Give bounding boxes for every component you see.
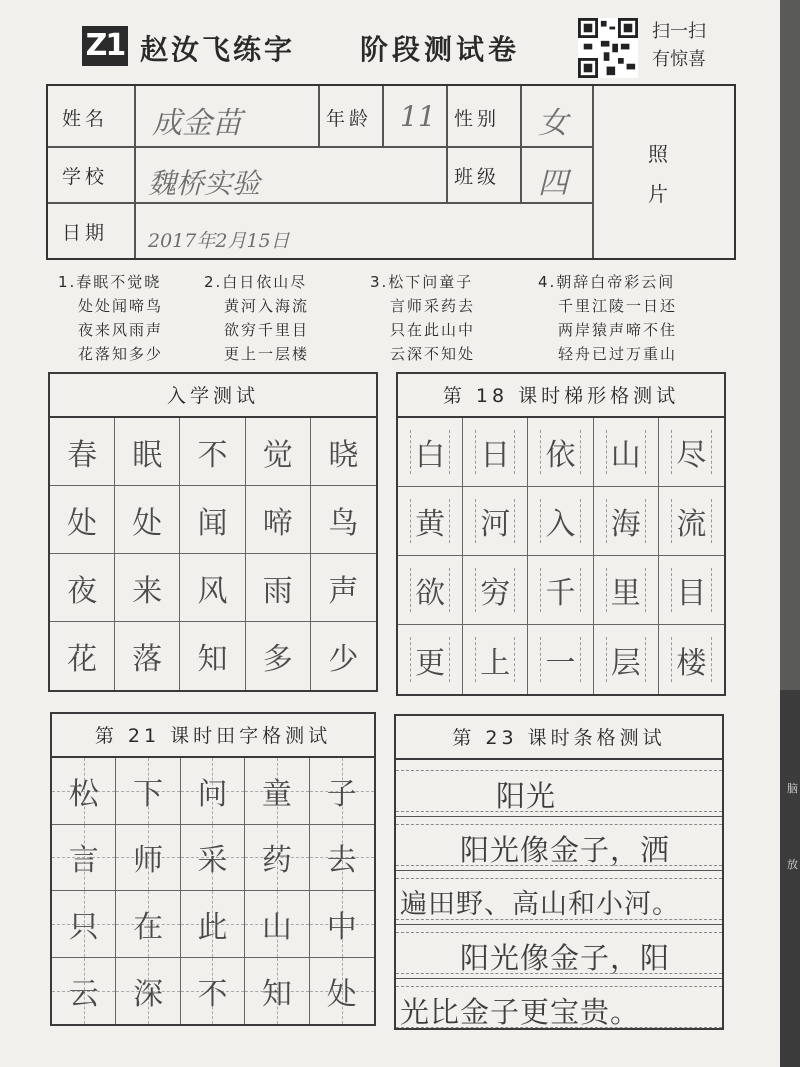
char-glyph: 来 (132, 573, 163, 609)
age-value: 11 (400, 100, 436, 133)
char-glyph: 里 (610, 576, 641, 611)
char-cell (463, 418, 528, 487)
char-glyph: 觉 (262, 437, 293, 473)
char-cell (398, 418, 463, 487)
char-glyph: 一 (545, 645, 576, 681)
char-glyph: 下 (133, 776, 164, 812)
char-glyph: 河 (480, 507, 511, 542)
char-cell (398, 625, 463, 694)
poem-1: 1.春眠不觉晓 处处闻啼鸟 夜来风雨声 花落知多少 (58, 273, 164, 363)
char-glyph: 不 (197, 976, 228, 1012)
char-glyph: 此 (197, 909, 228, 945)
char-glyph: 多 (262, 642, 293, 677)
char-cell (310, 758, 374, 825)
char-glyph: 松 (68, 776, 99, 812)
char-glyph: 声 (328, 573, 359, 609)
char-cell (52, 891, 116, 958)
name-value: 成金苗 (152, 106, 242, 141)
char-glyph: 深 (133, 976, 164, 1012)
char-glyph: 只 (68, 909, 99, 945)
char-glyph: 云 (68, 976, 99, 1012)
lesson23-title: 第 23 课时条格测试 (396, 716, 722, 760)
char-cell (245, 958, 309, 1025)
char-glyph: 夜 (67, 573, 98, 609)
entry-test-title: 入学测试 (50, 374, 376, 418)
char-glyph: 眠 (132, 437, 163, 473)
char-glyph: 依 (545, 438, 576, 473)
char-glyph: 白 (415, 438, 446, 473)
char-cell (310, 958, 374, 1025)
char-cell (115, 554, 180, 622)
scan-line-1: 扫一扫 (652, 21, 706, 42)
char-cell (594, 418, 659, 487)
char-cell (52, 825, 116, 892)
char-cell (594, 556, 659, 625)
char-glyph: 花 (67, 642, 98, 677)
char-glyph: 处 (67, 505, 98, 541)
char-glyph: 目 (676, 576, 707, 611)
char-cell (310, 825, 374, 892)
char-cell (181, 958, 245, 1025)
char-glyph: 处 (326, 976, 357, 1012)
char-cell (181, 758, 245, 825)
char-cell (181, 825, 245, 892)
edge-text: 脑 (787, 782, 798, 795)
char-cell (180, 486, 245, 554)
char-glyph: 雨 (262, 573, 293, 609)
age-label: 年龄 (326, 108, 373, 130)
char-cell (246, 554, 311, 622)
char-cell (463, 625, 528, 694)
char-glyph: 入 (545, 507, 576, 542)
char-cell (180, 554, 245, 622)
char-cell (246, 622, 311, 690)
char-glyph: 落 (132, 642, 163, 677)
char-glyph: 采 (197, 843, 228, 879)
char-glyph: 千 (545, 576, 576, 611)
char-glyph: 言 (68, 843, 99, 879)
poem-3: 3.松下问童子 言师采药去 只在此山中 云深不知处 (370, 273, 476, 363)
char-glyph: 楼 (676, 645, 707, 681)
char-cell (180, 622, 245, 690)
char-glyph: 童 (261, 776, 292, 812)
lesson18-title: 第 18 课时梯形格测试 (398, 374, 724, 418)
char-glyph: 晓 (328, 437, 359, 473)
qr-code-icon (578, 18, 638, 78)
char-glyph: 流 (676, 507, 707, 542)
char-cell (463, 487, 528, 556)
school-label: 学校 (62, 166, 109, 188)
char-cell (50, 486, 115, 554)
char-cell (116, 891, 180, 958)
char-cell (311, 554, 376, 622)
char-glyph: 海 (610, 507, 641, 542)
char-glyph: 药 (261, 843, 292, 879)
char-glyph: 更 (415, 645, 446, 681)
lesson21-title: 第 21 课时田字格测试 (52, 714, 374, 758)
char-cell (463, 556, 528, 625)
char-glyph: 山 (610, 438, 641, 473)
date-value: 2017年2月15日 (148, 230, 290, 252)
char-glyph: 风 (197, 573, 228, 609)
ruled-line: 光比金子更宝贵。 (396, 976, 722, 1032)
char-cell (528, 418, 593, 487)
poem-4: 4.朝辞白帝彩云间 千里江陵一日还 两岸猿声啼不住 轻舟已过万重山 (538, 273, 678, 363)
entry-test-grid (50, 418, 376, 690)
char-glyph: 春 (67, 437, 98, 473)
char-cell (50, 554, 115, 622)
char-cell (245, 825, 309, 892)
student-info-table (46, 84, 736, 260)
char-glyph: 子 (326, 776, 357, 812)
char-glyph: 黄 (415, 507, 446, 542)
char-cell (116, 825, 180, 892)
char-glyph: 啼 (262, 505, 293, 541)
gender-label: 性别 (454, 108, 501, 130)
char-cell (528, 556, 593, 625)
class-label: 班级 (454, 166, 501, 188)
char-glyph: 闻 (197, 505, 228, 541)
char-glyph: 不 (197, 437, 228, 473)
char-cell (52, 958, 116, 1025)
date-label: 日期 (62, 222, 109, 244)
char-glyph: 在 (133, 909, 164, 945)
scan-prompt (652, 18, 732, 74)
char-glyph: 层 (610, 645, 641, 681)
char-cell (115, 418, 180, 486)
char-cell (659, 487, 724, 556)
school-value: 魏桥实验 (148, 167, 261, 200)
char-cell (528, 487, 593, 556)
entry-test-panel (48, 372, 378, 692)
ruled-line: 阳光像金子，阳 (396, 922, 722, 979)
char-glyph: 山 (261, 909, 292, 945)
char-glyph: 知 (261, 976, 292, 1012)
char-cell (245, 758, 309, 825)
char-cell (116, 958, 180, 1025)
char-glyph: 日 (480, 438, 511, 473)
char-cell (180, 418, 245, 486)
ruled-line: 阳光像金子，洒 (396, 814, 722, 871)
brand-name: 赵汝飞练字 (140, 33, 296, 66)
char-cell (115, 486, 180, 554)
char-cell (659, 556, 724, 625)
char-cell (311, 622, 376, 690)
char-cell (116, 758, 180, 825)
char-cell (50, 622, 115, 690)
char-cell (115, 622, 180, 690)
char-glyph: 中 (326, 909, 357, 945)
char-glyph: 穷 (480, 576, 511, 611)
photo-placeholder: 照 片 (648, 142, 668, 206)
char-cell (659, 625, 724, 694)
scan-line-2: 有惊喜 (652, 49, 706, 70)
lesson23-panel (394, 714, 724, 1030)
ruled-line: 阳光 (396, 760, 722, 817)
char-glyph: 知 (197, 642, 228, 677)
char-glyph: 问 (197, 776, 228, 812)
background-screen-edge (780, 690, 800, 1067)
char-cell (659, 418, 724, 487)
char-cell (246, 418, 311, 486)
char-glyph: 去 (326, 843, 357, 879)
char-cell (311, 418, 376, 486)
brand-logo: Z1 (82, 26, 128, 66)
char-cell (311, 486, 376, 554)
char-cell (52, 758, 116, 825)
name-label: 姓名 (62, 108, 109, 130)
gender-value: 女 (538, 106, 568, 141)
char-cell (398, 487, 463, 556)
lesson23-ruled-area (396, 760, 722, 1028)
char-cell (398, 556, 463, 625)
char-glyph: 少 (328, 642, 359, 677)
lesson18-grid (398, 418, 724, 694)
lesson21-grid (52, 758, 374, 1024)
char-cell (246, 486, 311, 554)
edge-text: 放 (787, 858, 798, 871)
poem-2: 2.白日依山尽 黄河入海流 欲穷千里目 更上一层楼 (204, 273, 310, 363)
char-cell (594, 487, 659, 556)
char-glyph: 师 (133, 843, 164, 879)
char-cell (594, 625, 659, 694)
ruled-line: 遍田野、高山和小河。 (396, 868, 722, 925)
char-glyph: 鸟 (328, 505, 359, 541)
lesson21-panel (50, 712, 376, 1026)
char-cell (50, 418, 115, 486)
char-cell (528, 625, 593, 694)
class-value: 四 (538, 166, 568, 201)
char-cell (245, 891, 309, 958)
char-cell (310, 891, 374, 958)
lesson18-panel (396, 372, 726, 696)
char-cell (181, 891, 245, 958)
char-glyph: 尽 (676, 438, 707, 473)
char-glyph: 上 (480, 645, 511, 681)
document-title: 阶段测试卷 (360, 33, 521, 66)
char-glyph: 欲 (415, 576, 446, 611)
char-glyph: 处 (132, 505, 163, 541)
